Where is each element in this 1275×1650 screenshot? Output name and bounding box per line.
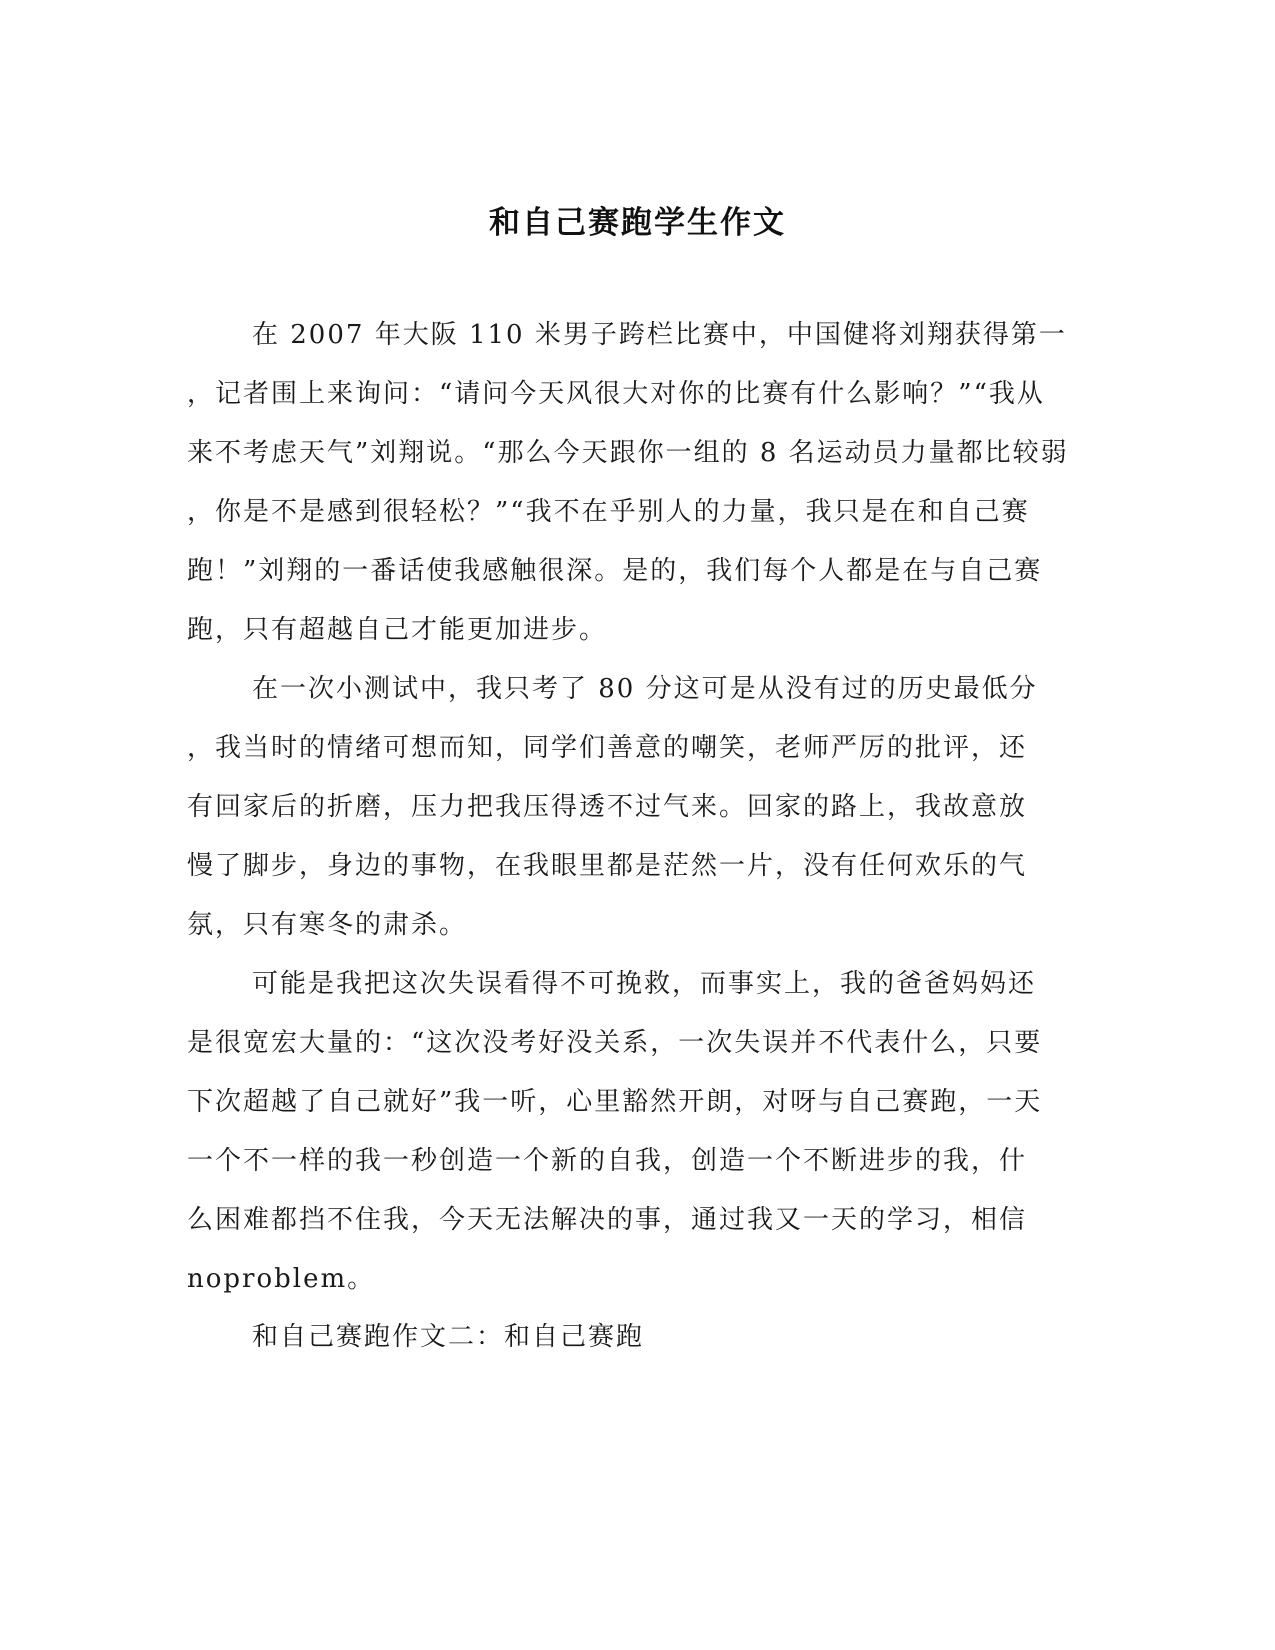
text-line: ，你是不是感到很轻松？”“我不在乎别人的力量，我只是在和自己赛 (187, 497, 1030, 527)
text-line: 一个不一样的我一秒创造一个新的自我，创造一个不断进步的我，什 (187, 1146, 1028, 1176)
text-line: 可能是我把这次失误看得不可挽救，而事实上，我的爸爸妈妈还 (252, 969, 1037, 999)
text-line: noproblem。 (187, 1264, 376, 1294)
text-line: 么困难都挡不住我，今天无法解决的事，通过我又一天的学习，相信 (187, 1205, 1028, 1235)
text-line: 在 2007 年大阪 110 米男子跨栏比赛中，中国健将刘翔获得第一 (252, 320, 1067, 350)
text-line: 是很宽宏大量的：“这次没考好没关系，一次失误并不代表什么，只要 (187, 1028, 1043, 1058)
text-line: 在一次小测试中，我只考了 80 分这可是从没有过的历史最低分 (252, 674, 1038, 704)
text-line: 来不考虑天气”刘翔说。“那么今天跟你一组的 8 名运动员力量都比较弱 (187, 438, 1069, 468)
text-line: 慢了脚步，身边的事物，在我眼里都是茫然一片，没有任何欢乐的气 (187, 851, 1028, 881)
text-line: 有回家后的折磨，压力把我压得透不过气来。回家的路上，我故意放 (187, 792, 1028, 822)
document-title: 和自己赛跑学生作文 (489, 205, 786, 241)
text-line: 跑！”刘翔的一番话使我感触很深。是的，我们每个人都是在与自己赛 (187, 556, 1043, 586)
text-line: ，我当时的情绪可想而知，同学们善意的嘲笑，老师严厉的批评，还 (187, 733, 1028, 763)
text-line: 氛，只有寒冬的肃杀。 (187, 910, 468, 940)
text-line: 下次超越了自己就好”我一听，心里豁然开朗，对呀与自己赛跑，一天 (187, 1087, 1043, 1117)
section-heading: 和自己赛跑作文二：和自己赛跑 (252, 1322, 645, 1352)
text-line: 跑，只有超越自己才能更加进步。 (187, 615, 608, 645)
text-line: ，记者围上来询问：“请问今天风很大对你的比赛有什么影响？”“我从 (187, 379, 1045, 409)
